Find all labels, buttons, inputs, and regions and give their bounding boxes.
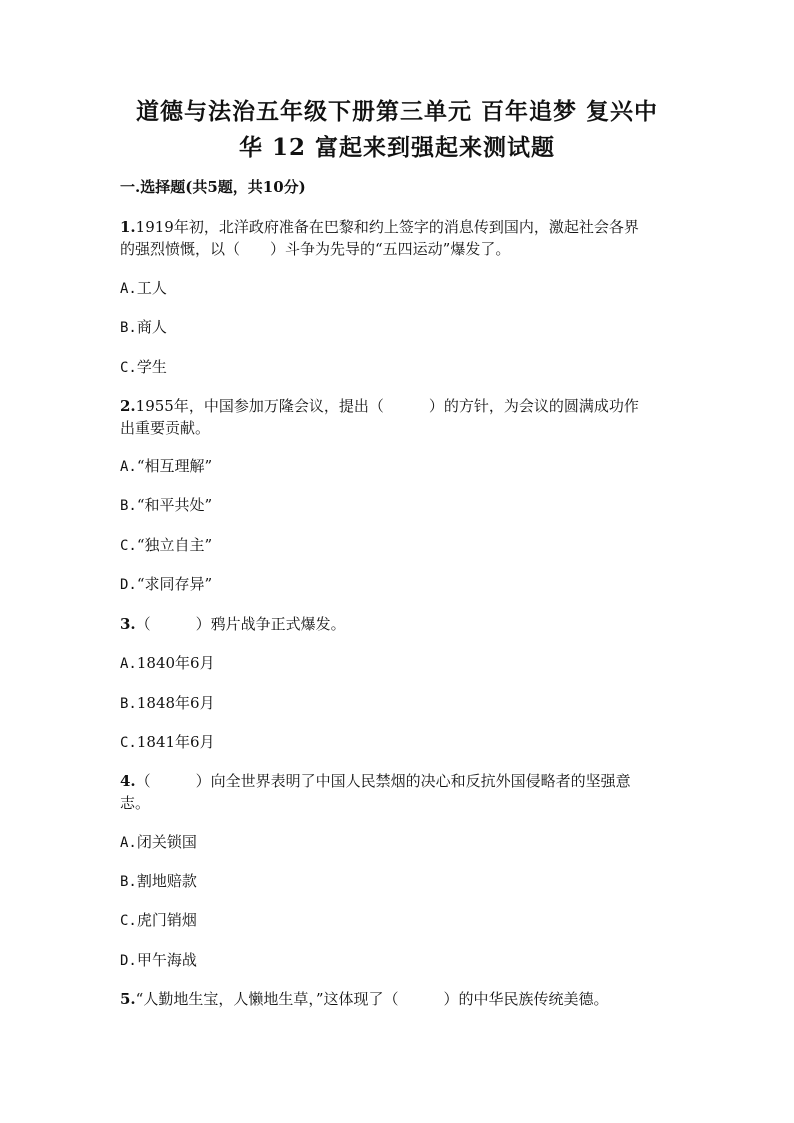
- question-2-option-a: [120, 455, 212, 478]
- question-text: （ ）鸦片战争正式爆发。: [135, 615, 346, 633]
- question-number: 5.: [120, 990, 136, 1008]
- question-2-option-c: [120, 534, 212, 557]
- question-2-line-2: 出重要贡献。: [120, 419, 211, 437]
- question-1-option-a: [120, 277, 167, 300]
- question-3-line-1: [120, 613, 680, 635]
- question-text: 1955年，中国参加万隆会议，提出（ ）的方针，为会议的圆满成功作: [135, 397, 639, 415]
- question-2-option-b: [120, 494, 212, 517]
- option-letter: A.: [120, 835, 137, 851]
- option-text: 1840年6月: [136, 654, 215, 672]
- option-letter: C.: [120, 538, 137, 554]
- question-3-option-b: [120, 692, 215, 715]
- question-text: （ ）向全世界表明了中国人民禁烟的决心和反抗外国侵略者的坚强意: [135, 772, 631, 790]
- option-letter: A.: [120, 656, 137, 672]
- question-text: “人勤地生宝，人懒地生草，”这体现了（ ）的中华民族传统美德。: [135, 990, 609, 1008]
- question-4-line-2: 志。: [120, 794, 151, 812]
- option-text: 甲午海战: [136, 951, 197, 969]
- option-text: 虎门销烟: [136, 911, 197, 929]
- option-text: “和平共处”: [136, 496, 213, 514]
- question-number: 3.: [120, 615, 136, 633]
- section-heading: 一.选择题(共5题，共10分): [120, 178, 306, 196]
- option-text: 1841年6月: [136, 733, 215, 751]
- option-text: “相互理解”: [136, 457, 213, 475]
- option-letter: B.: [120, 696, 137, 712]
- option-text: 1848年6月: [136, 694, 215, 712]
- option-text: 割地赔款: [136, 872, 197, 890]
- question-3-option-c: [120, 731, 215, 754]
- option-text: “独立自主”: [136, 536, 213, 554]
- option-letter: A.: [120, 459, 137, 475]
- option-letter: B.: [120, 320, 137, 336]
- question-number: 4.: [120, 772, 136, 790]
- question-3-option-a: [120, 652, 215, 675]
- question-1-option-b: [120, 316, 167, 339]
- option-text: 工人: [136, 279, 167, 297]
- option-letter: D.: [120, 577, 137, 593]
- question-4-option-a: [120, 831, 197, 854]
- option-text: “求同存异”: [136, 575, 213, 593]
- option-letter: D.: [120, 953, 137, 969]
- question-text: 1919年初，北洋政府准备在巴黎和约上签字的消息传到国内，激起社会各界: [135, 218, 639, 236]
- question-2-line-1: [120, 395, 680, 417]
- option-text: 商人: [136, 318, 167, 336]
- question-4-option-b: [120, 870, 197, 893]
- option-letter: A.: [120, 281, 137, 297]
- question-4-line-1: [120, 770, 680, 792]
- question-1-line-2: 的强烈愤慨，以（ ）斗争为先导的“五四运动”爆发了。: [120, 240, 511, 258]
- option-text: 闭关锁国: [136, 833, 197, 851]
- question-number: 2.: [120, 397, 136, 415]
- question-4-option-d: [120, 949, 197, 972]
- question-5-line-1: [120, 988, 680, 1010]
- option-letter: C.: [120, 913, 137, 929]
- question-2-option-d: [120, 573, 212, 596]
- option-letter: B.: [120, 498, 137, 514]
- page-title-line-1: 道德与法治五年级下册第三单元 百年追梦 复兴中: [135, 98, 658, 125]
- option-letter: C.: [120, 360, 137, 376]
- page-title-line-2: 华 12 富起来到强起来测试题: [238, 134, 556, 161]
- option-letter: C.: [120, 735, 137, 751]
- question-1-line-1: [120, 216, 680, 238]
- question-4-option-c: [120, 909, 197, 932]
- question-1-option-c: [120, 356, 167, 379]
- question-number: 1.: [120, 218, 136, 236]
- option-letter: B.: [120, 874, 137, 890]
- option-text: 学生: [136, 358, 167, 376]
